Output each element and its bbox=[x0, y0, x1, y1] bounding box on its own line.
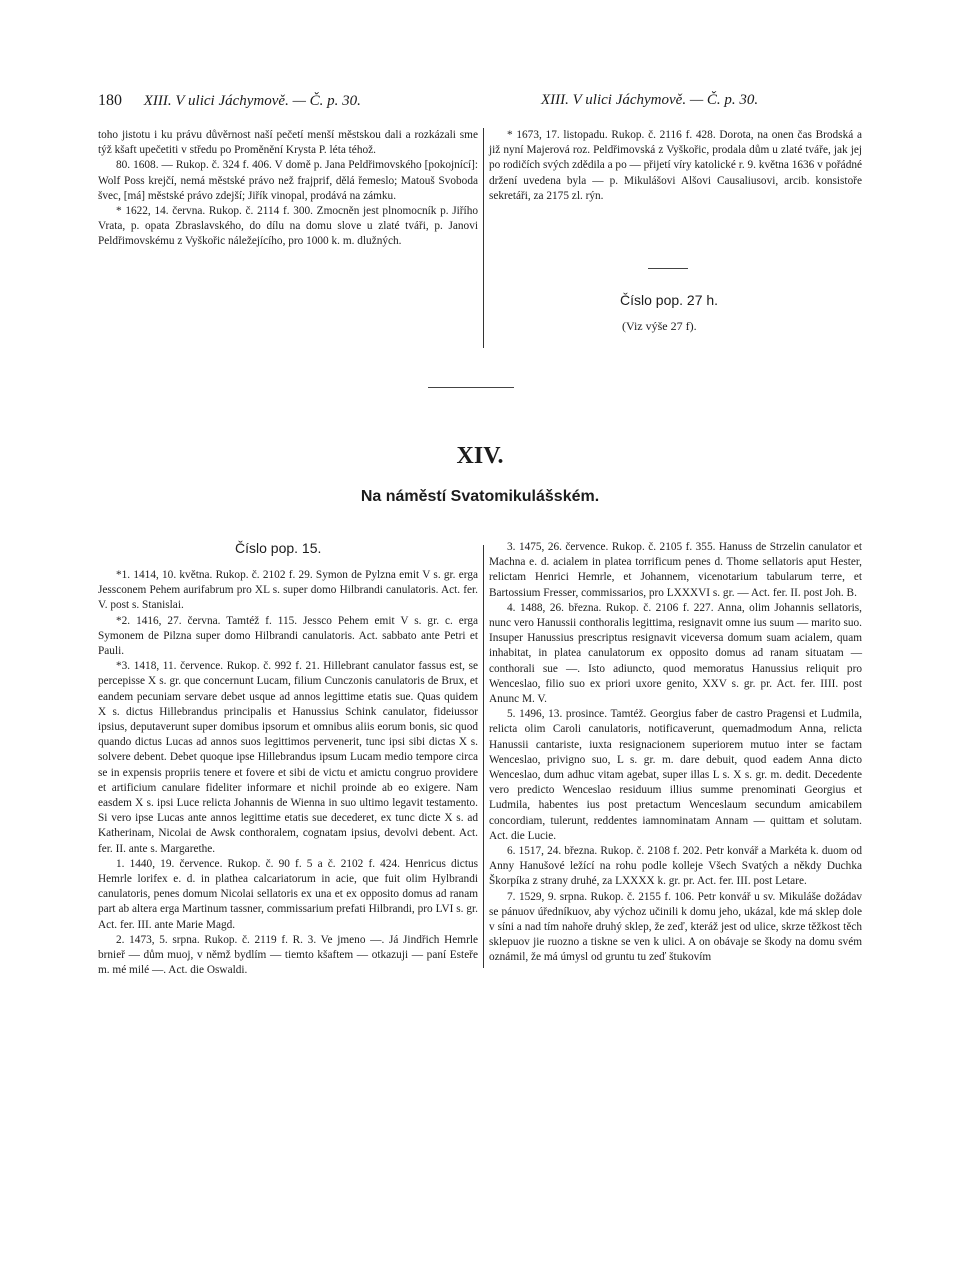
bottom-left-column bbox=[98, 568, 478, 978]
paragraph: 5. 1496, 13. prosince. Tamtéž. Georgius faber de castro Pragensi et Ludmila, relicta olim Caroli canulatoris, notificaverunt, quemadmodum Anna, relicta Hanussii cantariste, iuxta resignacionem superiorem mutuo inter se factam Wenceslao, privigno suo, L s. gr. m. dare debuit, quod eadem Anna dicto Wenceslao, dum adhuc vitam agebat, super illas L s. X s. gr. m. dedit. Decedente vero predicto Wenceslao residuum illius summe prenominati Georgius et Ludmila, habentes ius post pretactum Wenceslaum secundum amicabilem concordiam, tulerunt, reddentes iamnominatam Annam — quittam et solutam. Act. die Lucie. bbox=[489, 708, 862, 842]
house-number-heading: Číslo pop. 15. bbox=[235, 540, 322, 556]
separator-rule bbox=[648, 268, 688, 269]
left-header-title: XIII. V ulici Jáchymově. — Č. p. 30. bbox=[143, 93, 361, 109]
paragraph: * 1673, 17. listopadu. Rukop. č. 2116 f. 428. Dorota, na onen čas Brodská a již nyní Majerová roz. Peldřimovská z Vyškořic, prodala dům u zlaté tváře, jak jej po rodičích svých zdědila a po — přijetí víry katolické r. 9. května 1636 v pořádné držení uvedena byla — p. Mikulášovi Alšovi Causaliusovi, arcib. konsistoře sekretáři, za 2175 zl. rýn. bbox=[489, 129, 863, 202]
top-right-column bbox=[489, 128, 862, 204]
top-left-column bbox=[98, 128, 478, 250]
paragraph: 4. 1488, 26. března. Rukop. č. 2106 f. 227. Anna, olim Johannis sellatoris, nunc vero Hanussii conthoralis legittima, resignavit omne ius suum — marito suo. Insuper Hanussius prescriptus resignavit viceversa domum suam acialem, quam inhabitat, in platea canulatorum ex opposito domus ad ranam situatam — conthorali sue —. Isto adiuncto, quod memoratus Hanussius reliquit pro Wenceslao, filio suo ex priori uxore genito, XXV s. gr. pr. Act. fer. IIII. post Anunc M. V. bbox=[489, 601, 862, 706]
house-number-heading: Číslo pop. 27 h. bbox=[620, 292, 719, 308]
paragraph: 7. 1529, 9. srpna. Rukop. č. 2155 f. 106. Petr konvář u sv. Mikuláše dožádav se pánuov úředníkuov, aby výchoz učinili k domu jeho, ukázal, kde má sklep dole v síni a nad tím nahoře druhý sklep, že zeď, kteráž jest od ulice, skrze těžkost těch sklepuov jie ruozno a tiskne se ven k ulici. A on obávaje se škody na domu svém oznámil, že má úmysl od gruntu tu zeď štukovím bbox=[489, 890, 862, 964]
right-header-title: XIII. V ulici Jáchymově. — Č. p. 30. bbox=[541, 92, 759, 108]
paragraph: *3. 1418, 11. července. Rukop. č. 992 f. 21. Hillebrant canulator fassus est, se percepisse X s. gr. que concernunt Lucam, filium Cunczonis canulatoris de Brux, et eandem pecuniam servare debet usque ad annos legittime etatis sue. Quas quidem X s. dictus Hillebrandus principalis et Hanussius Schink canulator, fideiussor ipsius, deputaverunt super domibus ipsorum et omnibus aliis eorum bonis, sic quod quando dictus Lucas ad annos suos legittimos pervenerit, tunc ipsi sibi dictas X s. solvere debent. Debet quoque ipse Hillebrandus ipsum Lucam medio tempore circa se in expensis propriis tenere et fovere et sibi de victu et amictu congruo providere et artificium canulare fideliter informare et nichil proinde ab eo exigere. Nam easdem X s. ipsi Luce relicta Johannis de Wienna in suo ultimo legavit testamento. Si vero ipse Lucas ante annos legittime etatis sue decederet, ex tunc dicte X s. ad Katherinam, Nicolai de Awsk conthoralem, cognatam ipsius, devolvi debent. Act. fer. II. ante s. Margarethe. bbox=[98, 660, 478, 855]
paragraph: * 1622, 14. června. Rukop. č. 2114 f. 300. Zmocněn jest plnomocník p. Jiřího Vrata, p. opata Zbraslavského, do dílu na domu slove u zlaté tváři, p. Janovi Peldřimovskému z Vyškořic náležejícího, pro 1000 k. m. dlužných. bbox=[98, 205, 478, 248]
page-number: 180 bbox=[98, 92, 122, 109]
paragraph: 2. 1473, 5. srpna. Rukop. č. 2119 f. R. 3. Ve jmeno —. Já Jindřich Hemrle brnieř — dům muoj, v němž bydlím — tiemto kšaftem — otkazuji — paní Esteře m. mé milé —. Act. die Oswaldi. bbox=[98, 933, 478, 977]
cross-reference: (Viz výše 27 f). bbox=[622, 319, 697, 333]
paragraph: 80. 1608. — Rukop. č. 324 f. 406. V domě p. Jana Peldřimovského [pokojnící]: Wolf Poss krejčí, nemá městské právo než frajprif, dělá řemeslo; Matouš Svoboda švec, [má] městské právo zdejší; Jiřík vinopal, prodává na zámku. bbox=[98, 159, 478, 202]
paragraph: *1. 1414, 10. května. Rukop. č. 2102 f. 29. Symon de Pylzna emit V s. gr. erga Jessconem Pehem aurifabrum pro XL s. super domo Hilbrandi canulatoris. Act. fer. V. post s. Stanislai. bbox=[98, 569, 478, 612]
column-divider bbox=[483, 128, 484, 348]
left-running-header bbox=[98, 92, 361, 110]
paragraph: 3. 1475, 26. července. Rukop. č. 2105 f. 355. Hanuss de Strzelin canulator et Machna e. d. acialem in platea torrificum penes d. Thome sellatoris aput Hester, relictam Henrici Hemrle, et Johannem, vicenotarium tabularum terre, et Bartossium Fresser, commissarios, pro LXXXVI s. gr. — Act. fer. II. post Joh. B. bbox=[489, 541, 862, 599]
separator-rule bbox=[428, 387, 514, 388]
column-divider bbox=[483, 545, 484, 968]
bottom-right-column bbox=[489, 540, 862, 966]
paragraph: 1. 1440, 19. července. Rukop. č. 90 f. 5 a č. 2102 f. 424. Henricus dictus Hemrle lorifex e. d. in plathea calcariatorum in acie, que fuit olim Hylbrandi canulatoris, penes domum Nicolai sellatoris ex una et ex opposito domus ad ranam part ab altera erga Martinum tassner, commissarium prefati Hilbrandi, pro LVI s. gr. Act. fer. III. ante Marie Magd. bbox=[98, 857, 478, 931]
right-running-header bbox=[541, 92, 758, 109]
chapter-number: XIV. bbox=[456, 443, 504, 469]
paragraph: 6. 1517, 24. března. Rukop. č. 2108 f. 202. Petr konvář a Markéta k. duom od Anny Hanušové ležící na rohu podle kolleje Všech Svatých a někdy Duchka Škorpíka z strany druhé, za LXXXX k. gr. pr. Act. fer. III. post Letare. bbox=[489, 845, 862, 888]
chapter-title: Na náměstí Svatomikulášském. bbox=[360, 488, 600, 505]
paragraph: *2. 1416, 27. června. Tamtéž f. 115. Jessco Pehem emit V s. gr. c. erga Symonem de Pilzna super domo Hilbrandi canulatoris. Act. sabbato ante Petri et Pauli. bbox=[98, 614, 478, 658]
paragraph: toho jistotu i ku právu důvěrnost naší pečetí menší městskou dali a rozkázali sme týž kšaft upečetiti v středu po Proměnění Krysta P. léta téhož. bbox=[98, 129, 478, 157]
